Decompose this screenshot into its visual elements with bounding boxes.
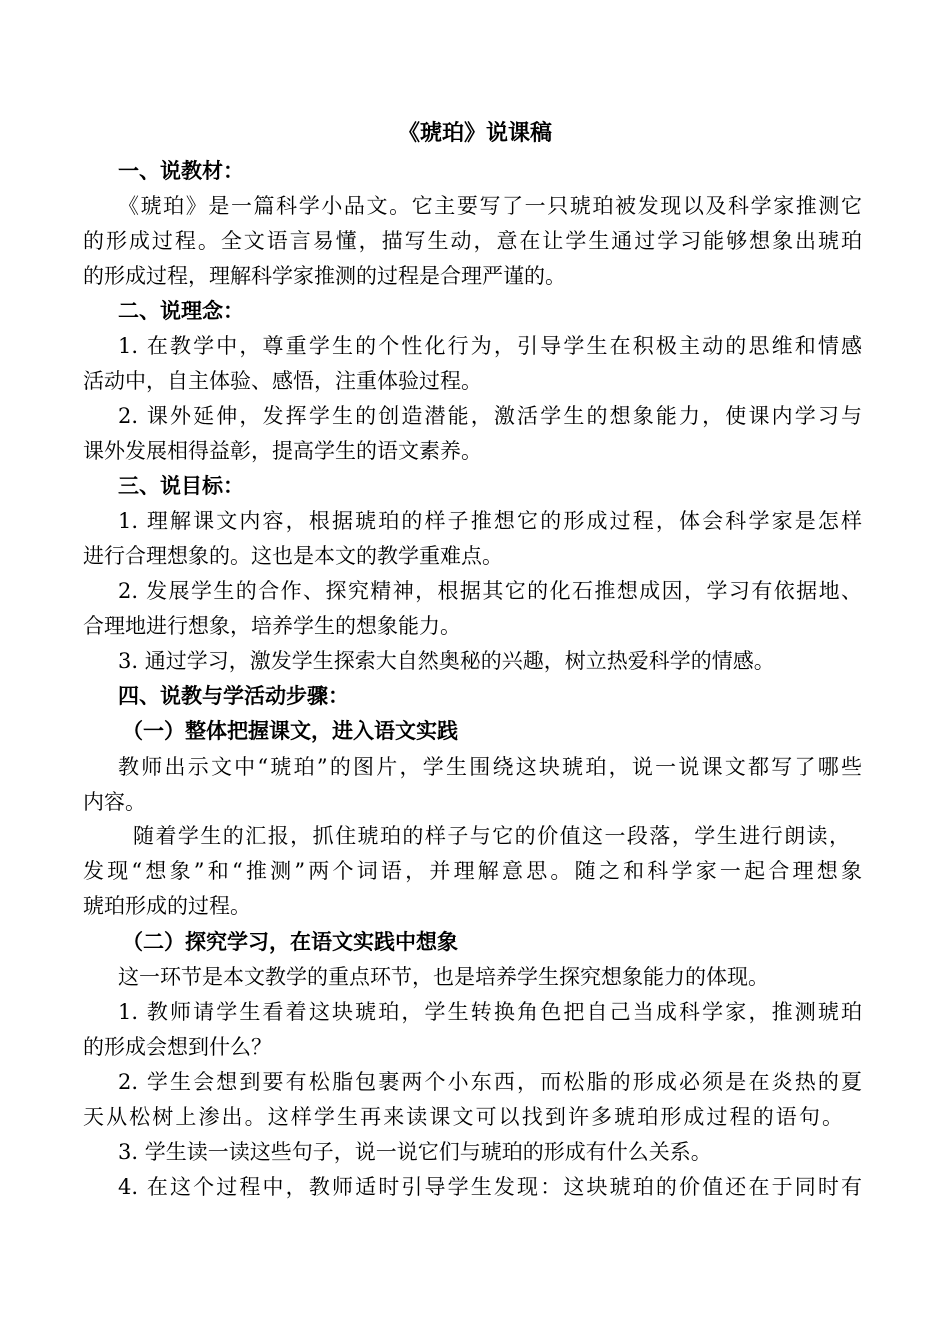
section-heading: 二、说理念： — [118, 299, 244, 323]
paragraph-line: 《琥珀》是一篇科学小品文。它主要写了一只琥珀被发现以及科学家推测它 — [118, 194, 862, 218]
paragraph-line: 3. 学生读一读这些句子，说一说它们与琥珀的形成有什么关系。 — [118, 1140, 712, 1164]
section-heading: 四、说教与学活动步骤： — [118, 684, 349, 708]
paragraph-line: 天从松树上渗出。这样学生再来读课文可以找到许多琥珀形成过程的语句。 — [83, 1105, 843, 1129]
paragraph-line: 的形成过程。全文语言易懂，描写生动，意在让学生通过学习能够想象出琥珀 — [83, 229, 862, 253]
paragraph-line: 进行合理想象的。这也是本文的教学重难点。 — [83, 544, 503, 568]
paragraph-line: 发现“想象”和“推测”两个词语，并理解意思。随之和科学家一起合理想象 — [83, 859, 862, 883]
paragraph-line: 内容。 — [83, 790, 146, 814]
paragraph-line: 4. 在这个过程中，教师适时引导学生发现：这块琥珀的价值还在于同时有 — [118, 1175, 862, 1199]
section-heading: 三、说目标： — [118, 474, 244, 498]
paragraph-line: 2. 课外延伸，发挥学生的创造潜能，激活学生的想象能力，使课内学习与 — [118, 404, 862, 428]
paragraph-line: 随着学生的汇报，抓住琥珀的样子与它的价值这一段落，学生进行朗读， — [133, 824, 850, 848]
paragraph-line: 2. 学生会想到要有松脂包裹两个小东西，而松脂的形成必须是在炎热的夏 — [118, 1070, 862, 1094]
subsection-heading: （一）整体把握课文，进入语文实践 — [122, 719, 458, 743]
paragraph-line: 琥珀形成的过程。 — [83, 894, 251, 918]
paragraph-line: 3. 通过学习，激发学生探索大自然奥秘的兴趣，树立热爱科学的情感。 — [118, 649, 775, 673]
paragraph-line: 教师出示文中“琥珀”的图片，学生围绕这块琥珀，说一说课文都写了哪些 — [118, 755, 862, 779]
paragraph-line: 1. 理解课文内容，根据琥珀的样子推想它的形成过程，体会科学家是怎样 — [118, 509, 862, 533]
paragraph-line: 的形成过程，理解科学家推测的过程是合理严谨的。 — [83, 264, 566, 288]
paragraph-line: 2. 发展学生的合作、探究精神，根据其它的化石推想成因，学习有依据地、 — [118, 579, 862, 603]
paragraph-line: 课外发展相得益彰，提高学生的语文素养。 — [83, 439, 482, 463]
paragraph-line: 的形成会想到什么？ — [83, 1035, 272, 1059]
document-title: 《琥珀》说课稿 — [397, 121, 552, 146]
subsection-heading: （二）探究学习，在语文实践中想象 — [122, 930, 458, 954]
paragraph-line: 合理地进行想象，培养学生的想象能力。 — [83, 614, 461, 638]
paragraph-line: 1. 教师请学生看着这块琥珀，学生转换角色把自己当成科学家，推测琥珀 — [118, 1000, 862, 1024]
paragraph-line: 1. 在教学中，尊重学生的个性化行为，引导学生在积极主动的思维和情感 — [118, 334, 862, 358]
paragraph-line: 这一环节是本文教学的重点环节，也是培养学生探究想象能力的体现。 — [118, 965, 769, 989]
section-heading: 一、说教材： — [118, 159, 244, 183]
paragraph-line: 活动中，自主体验、感悟，注重体验过程。 — [83, 369, 482, 393]
